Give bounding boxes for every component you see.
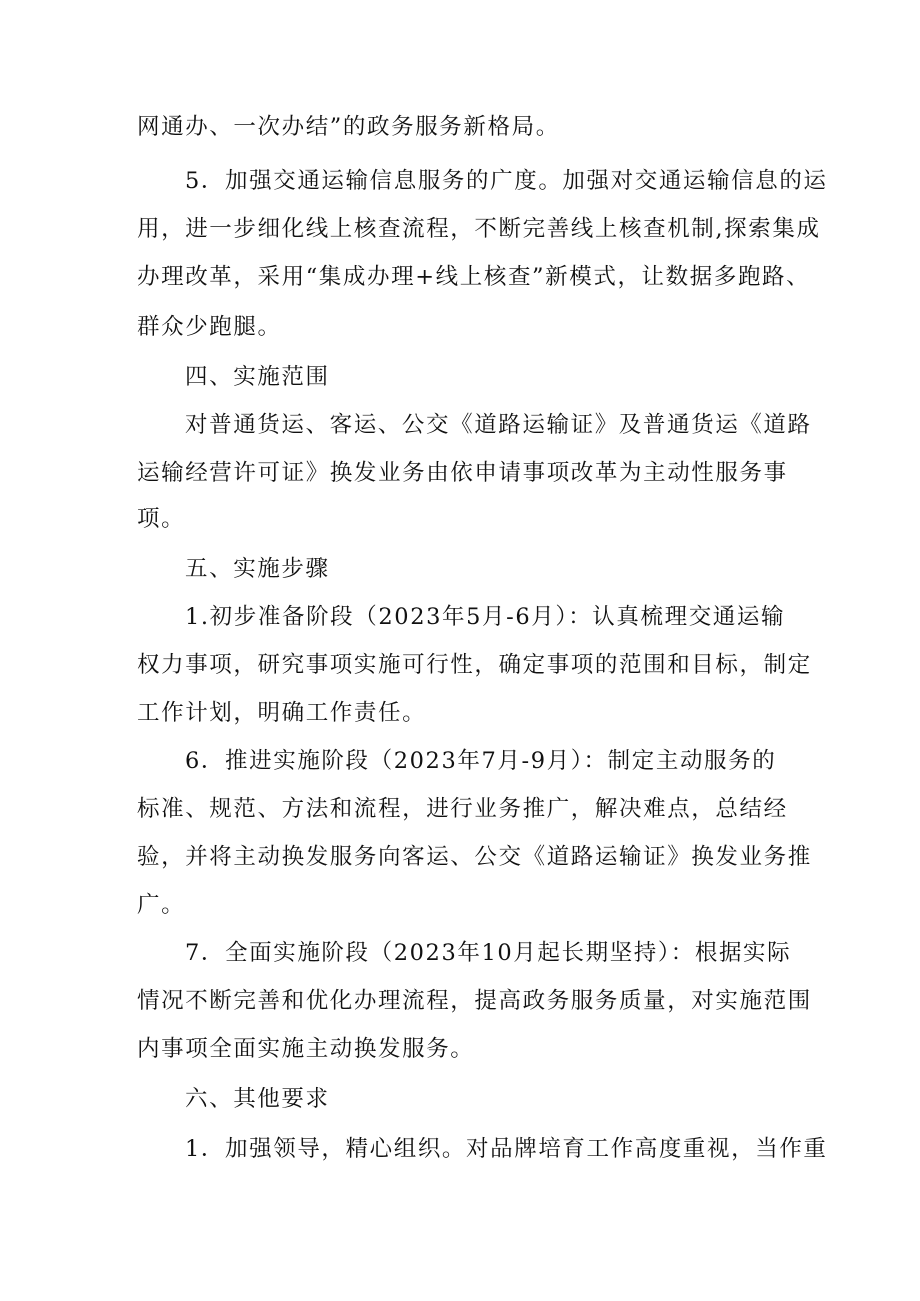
text-line: 项。: [137, 506, 186, 532]
text-line: 5．加强交通运输信息服务的广度。加强对交通运输信息的运: [185, 168, 828, 194]
text-line: 7．全面实施阶段（2023年10月起长期坚持）：根据实际: [185, 940, 792, 966]
text-line: 工作计划，明确工作责任。: [137, 700, 427, 726]
text-line: 验，并将主动换发服务向客运、公交《道路运输证》换发业务推: [137, 844, 812, 870]
text-line: 对普通货运、客运、公交《道路运输证》及普通货运《道路: [185, 412, 812, 438]
text-line: 网通办、一次办结”的政务服务新格局。: [137, 114, 560, 140]
text-line: 群众少跑腿。: [137, 314, 282, 340]
section-heading: 六、其他要求: [185, 1086, 330, 1112]
text-line: 广。: [137, 892, 186, 918]
text-line: 办理改革，采用“集成办理+线上核查”新模式，让数据多跑路、: [137, 264, 811, 290]
text-line: 情况不断完善和优化办理流程，提高政务服务质量，对实施范围: [137, 988, 812, 1014]
text-line: 用，进一步细化线上核查流程，不断完善线上核查机制,探索集成: [137, 216, 821, 242]
text-line: 权力事项，研究事项实施可行性，确定事项的范围和目标，制定: [137, 652, 812, 678]
section-heading: 五、实施步骤: [185, 556, 330, 582]
text-line: 内事项全面实施主动换发服务。: [137, 1036, 475, 1062]
section-heading: 四、实施范围: [185, 364, 330, 390]
text-line: 1.初步准备阶段（2023年5月-6月）：认真梳理交通运输: [185, 604, 786, 630]
text-line: 标准、规范、方法和流程，进行业务推广，解决难点，总结经: [137, 796, 788, 822]
text-line: 运输经营许可证》换发业务由依申请事项改革为主动性服务事: [137, 460, 788, 486]
text-line: 1．加强领导，精心组织。对品牌培育工作高度重视，当作重: [185, 1136, 828, 1162]
text-line: 6．推进实施阶段（2023年7月-9月）：制定主动服务的: [185, 748, 777, 774]
